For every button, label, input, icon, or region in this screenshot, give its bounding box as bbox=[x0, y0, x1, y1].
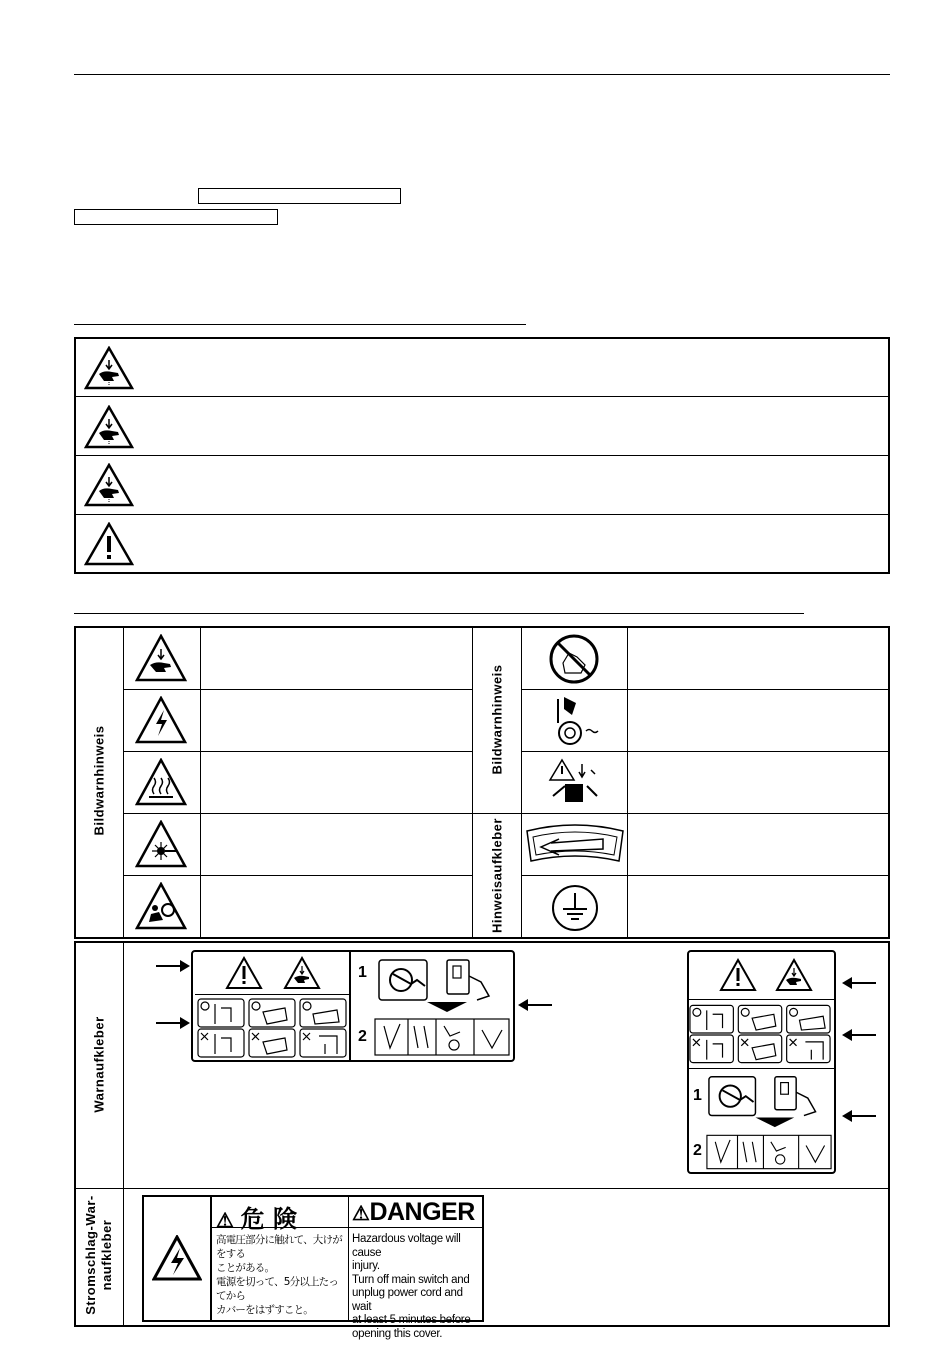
belt-pulley-icon bbox=[550, 695, 604, 747]
electric-shock-icon bbox=[135, 696, 187, 744]
needle-caution-icon bbox=[547, 756, 605, 810]
step-2-label: 2 bbox=[693, 1142, 702, 1159]
caution-icon bbox=[225, 956, 263, 990]
blank-field-2 bbox=[74, 209, 278, 225]
arrow-left-icon bbox=[516, 998, 554, 1012]
symbol-table bbox=[74, 626, 890, 939]
hand-hazard-icon bbox=[775, 958, 813, 992]
pictogram-grid bbox=[197, 998, 347, 1058]
danger-en-heading: ⚠DANGER bbox=[352, 1198, 475, 1226]
warnaufkleber-label: Warnaufkleber bbox=[91, 1016, 107, 1113]
step-1-label: 1 bbox=[358, 964, 367, 981]
arrow-right-icon bbox=[154, 959, 192, 973]
hinweisaufkleber-label: Hinweisaufkleber bbox=[489, 818, 505, 933]
warning-triangle-icon: ⚠ bbox=[216, 1210, 234, 1232]
horizontal-warning-sticker bbox=[191, 950, 515, 1062]
pictogram-grid bbox=[687, 1004, 837, 1064]
arrow-right-icon bbox=[154, 1016, 192, 1030]
operation-pictograms bbox=[374, 1018, 510, 1056]
entanglement-icon bbox=[135, 882, 187, 930]
arrow-left-icon bbox=[840, 1109, 878, 1123]
caution-icon bbox=[84, 522, 134, 566]
hand-hazard-icon bbox=[84, 463, 134, 507]
step-2-label: 2 bbox=[358, 1028, 367, 1045]
warning-sticker-table bbox=[74, 941, 890, 1340]
danger-jp-text: 高電圧部分に触れて、大けがをする ことがある。 電源を切って、5分以上たってから カバーをはずすこと。 bbox=[216, 1234, 342, 1316]
blank-field-1 bbox=[198, 188, 401, 204]
warning-triangle-icon: ⚠ bbox=[352, 1203, 370, 1225]
danger-jp-heading: ⚠ 危 険 bbox=[216, 1205, 297, 1233]
arrow-left-icon bbox=[840, 1028, 878, 1042]
hot-surface-icon bbox=[135, 758, 187, 806]
danger-sticker bbox=[142, 1195, 484, 1340]
ground-symbol-icon bbox=[549, 883, 601, 933]
section-underline-1 bbox=[74, 324, 526, 325]
bildwarnhinweis-label: Bildwarnhinweis bbox=[91, 725, 107, 836]
arrow-left-icon bbox=[840, 976, 878, 990]
danger-en-text: Hazardous voltage will cause injury. Turn off main switch and unplug power cord and wait at least 5 minutes before opening this cover. bbox=[352, 1233, 471, 1340]
header-rule bbox=[74, 74, 890, 75]
switch-hand-icon bbox=[377, 956, 507, 1014]
switch-hand-icon bbox=[707, 1072, 833, 1130]
step-1-label: 1 bbox=[693, 1087, 702, 1104]
laser-icon bbox=[135, 820, 187, 868]
operation-pictograms bbox=[706, 1134, 832, 1170]
caution-icon bbox=[719, 958, 757, 992]
warning-table bbox=[74, 337, 890, 574]
vertical-warning-sticker bbox=[687, 950, 836, 1174]
hand-hazard-icon bbox=[84, 346, 134, 390]
section-underline-2 bbox=[74, 613, 804, 614]
hand-hazard-icon bbox=[135, 634, 187, 682]
hand-hazard-icon bbox=[84, 405, 134, 449]
bildwarnhinweis-label-right: Bildwarnhinweis bbox=[489, 664, 505, 775]
hand-hazard-icon bbox=[283, 956, 321, 990]
electric-shock-icon bbox=[152, 1235, 202, 1281]
stromschlag-label: Stromschlag-War- naufkleber bbox=[83, 1195, 114, 1315]
no-hand-prohibition-icon bbox=[547, 633, 601, 685]
rotation-direction-icon bbox=[523, 821, 627, 867]
